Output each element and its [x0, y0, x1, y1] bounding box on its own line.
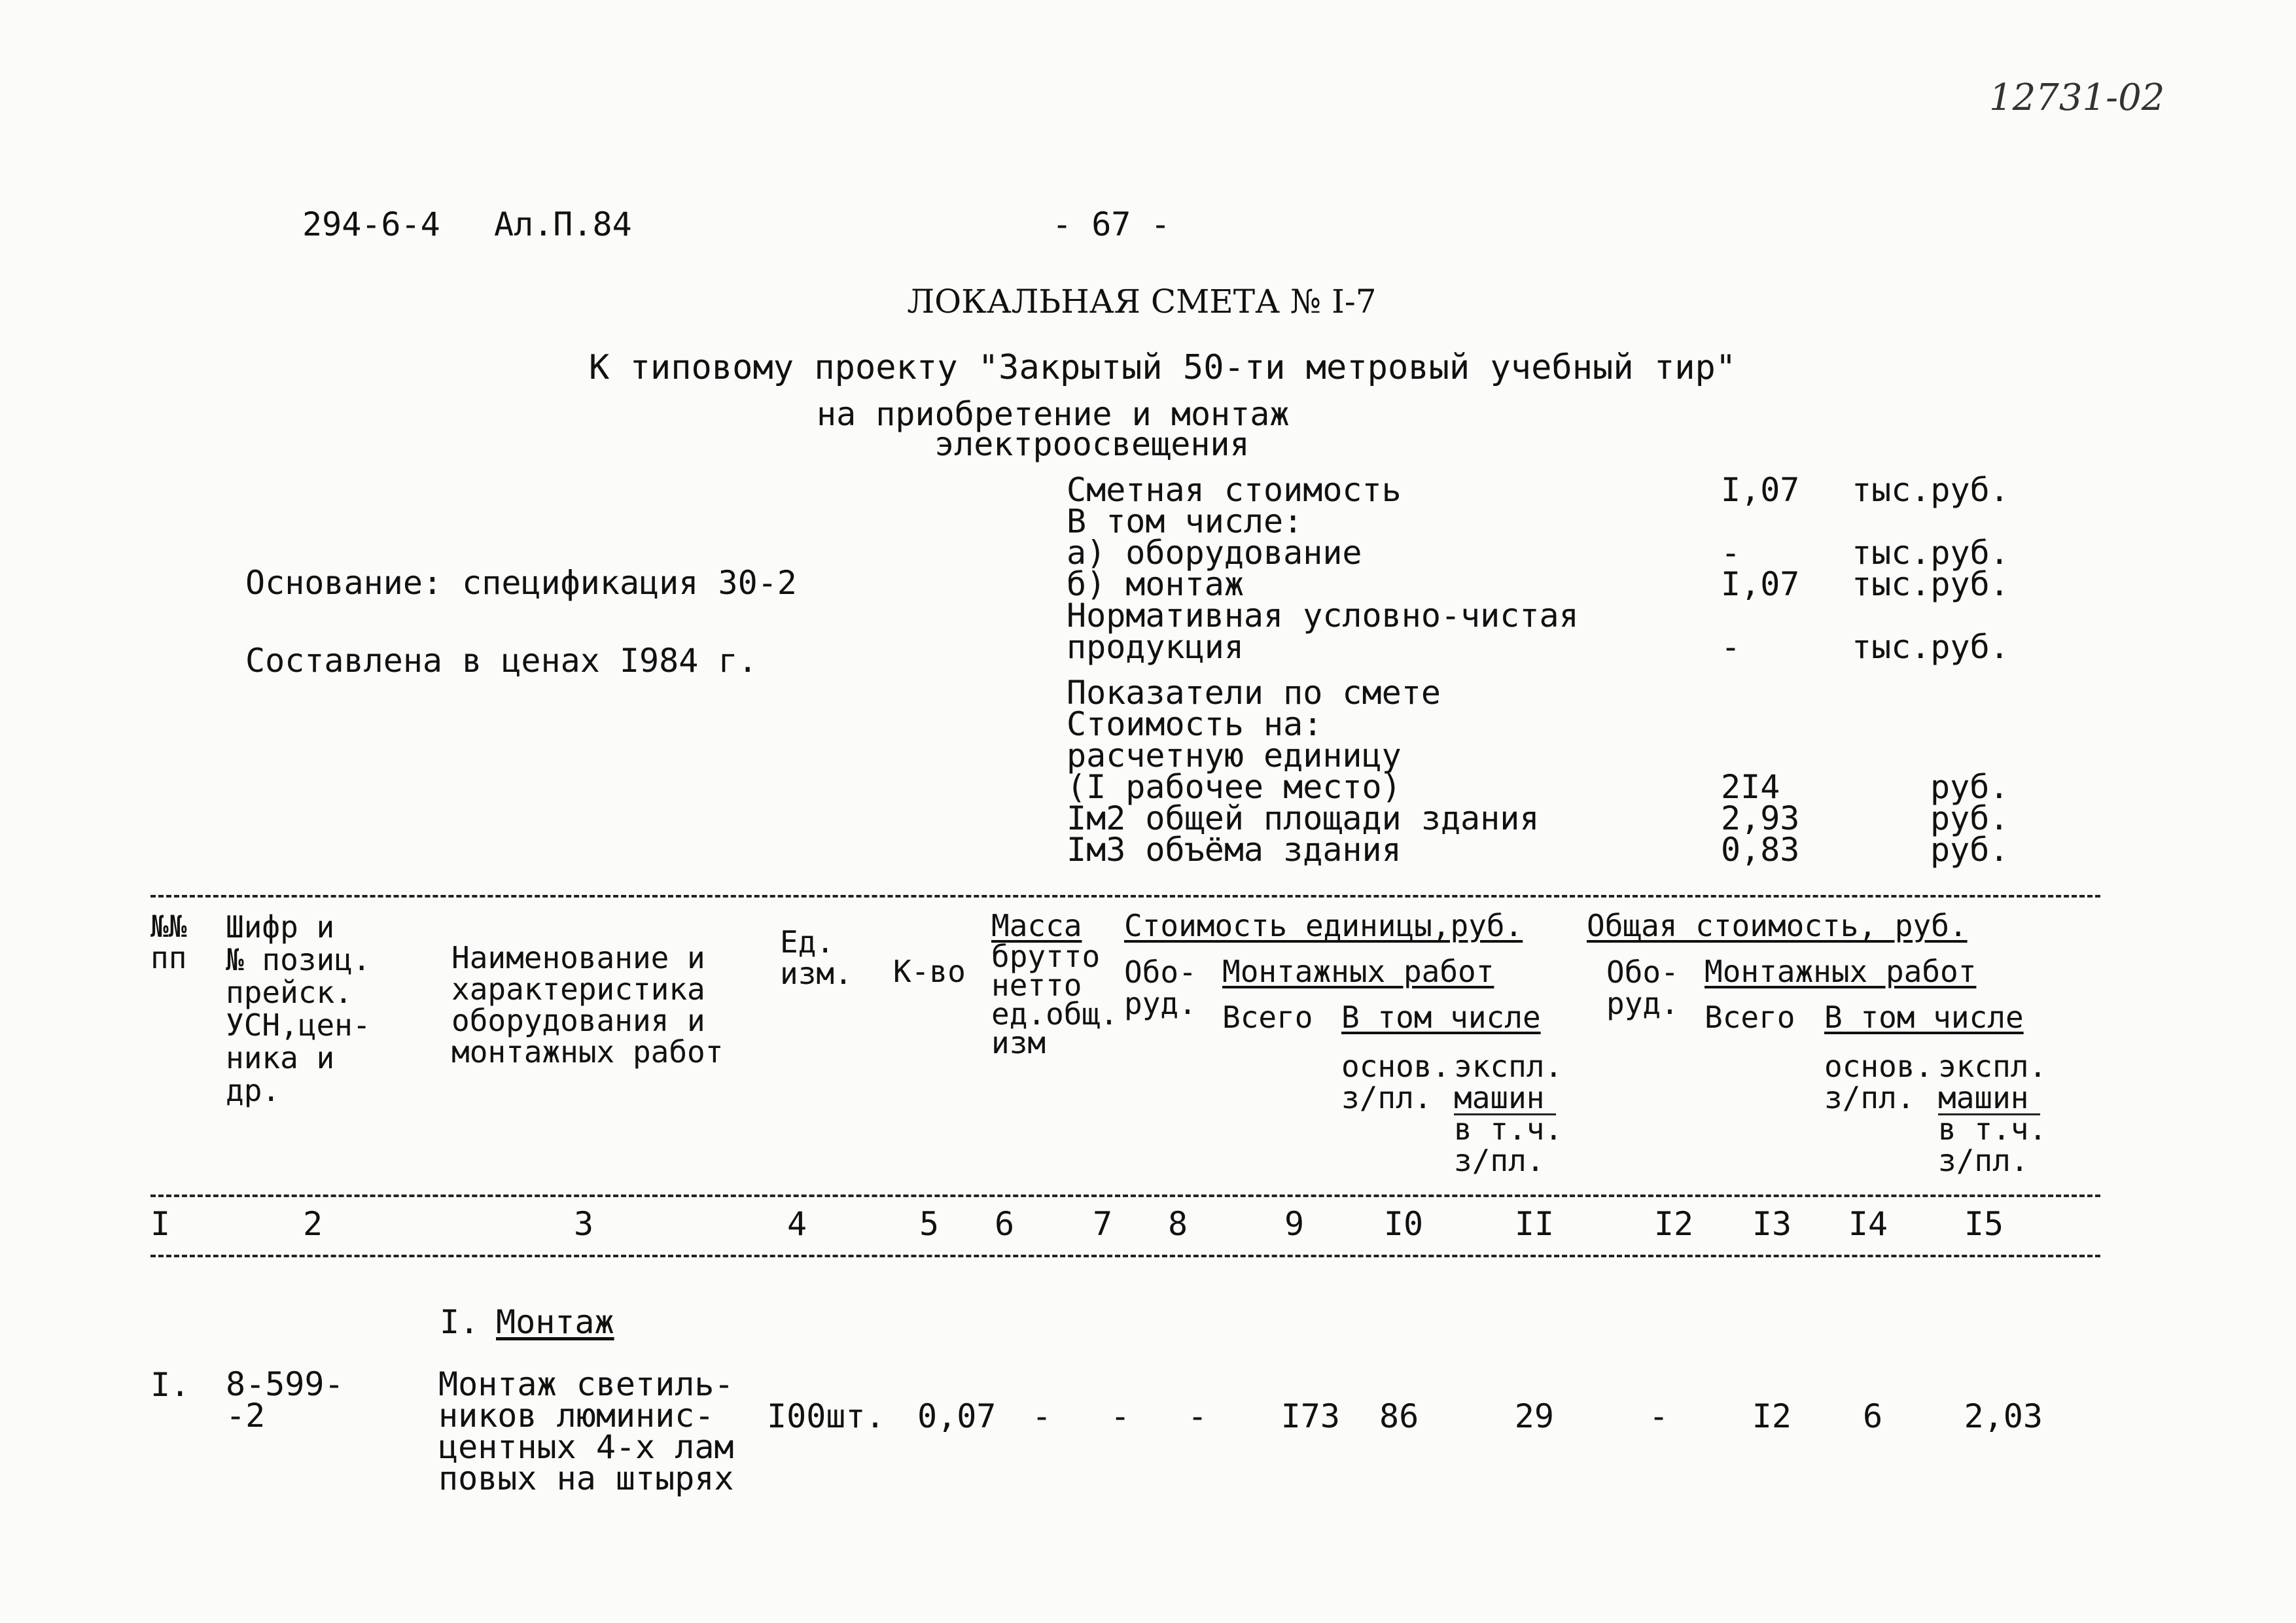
col-header-total-basic-wage: основ. з/пл.: [1824, 1049, 1934, 1115]
indicator-value: 2,93: [1721, 799, 1800, 837]
summary-value: -: [1721, 534, 1741, 572]
row-col-10: 86: [1379, 1397, 1419, 1435]
summary-label: б) монтаж: [1067, 565, 1244, 603]
column-number: I5: [1964, 1205, 2004, 1243]
column-number: I3: [1752, 1205, 1792, 1243]
row-col-12: -: [1648, 1397, 1669, 1435]
column-number: I2: [1653, 1205, 1694, 1243]
summary-value: I,07: [1721, 565, 1800, 603]
summary-row: [1067, 597, 2048, 635]
column-number: 3: [573, 1205, 594, 1243]
row-name: Монтаж светиль- ников люминис- центных 4-х лам повых на штырях: [438, 1365, 734, 1497]
summary-unit: тыс.руб.: [1852, 471, 2009, 509]
col-header-total-total: Всего: [1704, 1000, 1795, 1035]
column-number: 2: [302, 1205, 323, 1243]
archive-stamp-number: 12731-02: [1989, 77, 2165, 119]
summary-row: [1067, 534, 2048, 572]
row-col-7: -: [1110, 1397, 1131, 1435]
col-header-unit-basic-wage: основ. з/пл.: [1341, 1049, 1451, 1115]
section-number: I.: [440, 1303, 480, 1341]
album-number: Ал.П.84: [494, 205, 632, 243]
column-number: I: [150, 1205, 171, 1243]
row-col-9: I73: [1280, 1397, 1340, 1435]
indicator-label: (I рабочее место): [1067, 768, 1402, 806]
row-col-13: I2: [1752, 1397, 1792, 1435]
document-code: 294-6-4: [302, 205, 440, 243]
indicator-label: расчетную единицу: [1067, 737, 1402, 775]
indicator-label: Iм2 общей площади здания: [1067, 799, 1540, 837]
indicator-unit: руб.: [1930, 768, 2009, 806]
row-number: I.: [150, 1366, 190, 1404]
column-number: 5: [919, 1205, 940, 1243]
col-header-mass: Масса: [991, 908, 1082, 943]
col-header-name: Наименование и характеристика оборудования и монтажных работ: [451, 940, 724, 1070]
summary-label: продукция: [1067, 628, 1244, 666]
summary-unit: тыс.руб.: [1852, 565, 2009, 603]
indicator-row: [1067, 799, 2048, 837]
indicator-unit: руб.: [1930, 831, 2009, 869]
summary-unit: тыс.руб.: [1852, 534, 2009, 572]
col-header-code: Шифр и № позиц. прейск. УСН,цен- ника и др.: [226, 909, 371, 1108]
summary-row: [1067, 565, 2048, 603]
summary-row: [1067, 471, 2048, 509]
indicator-label: Стоимость на:: [1067, 705, 1323, 743]
column-number: I4: [1848, 1205, 1888, 1243]
row-col-15: 2,03: [1964, 1397, 2043, 1435]
row-col-6: -: [1031, 1397, 1052, 1435]
summary-value: -: [1721, 628, 1741, 666]
summary-label: Сметная стоимость: [1067, 471, 1402, 509]
table-top-rule: [150, 895, 2100, 898]
col-header-unit-machine: экспл. машин: [1454, 1049, 1563, 1115]
indicator-value: 0,83: [1721, 831, 1800, 869]
indicator-row: [1067, 674, 2048, 712]
basis-specification: Основание: спецификация 30-2: [245, 564, 797, 602]
column-number: 7: [1092, 1205, 1113, 1243]
col-header-unit-install: Монтажных работ: [1222, 954, 1494, 989]
indicator-label: Iм3 объёма здания: [1067, 831, 1402, 869]
col-header-number: №№ пп: [150, 909, 187, 975]
purpose-line-2: электроосвещения: [934, 425, 1250, 463]
page-number: - 67 -: [1052, 205, 1171, 243]
summary-row: [1067, 628, 2048, 676]
col-header-mass-sub: брутто нетто ед.общ. изм: [991, 939, 1118, 1060]
summary-label: а) оборудование: [1067, 534, 1362, 572]
row-code: 8-599- -2: [226, 1365, 344, 1435]
summary-row: [1067, 502, 2048, 540]
indicator-unit: руб.: [1930, 799, 2009, 837]
col-header-unit-total: Всего: [1222, 1000, 1313, 1035]
col-header-total-machine: экспл. машин: [1938, 1049, 2047, 1115]
estimate-title: ЛОКАЛЬНАЯ СМЕТА № I-7: [907, 283, 1377, 321]
col-header-total-cost: Общая стоимость, руб.: [1587, 908, 1968, 943]
col-header-total-equip: Обо- руд.: [1606, 954, 1679, 1021]
row-col-11: 29: [1514, 1397, 1554, 1435]
section-title: Монтаж: [496, 1303, 614, 1341]
column-number: I0: [1383, 1205, 1424, 1243]
column-number: 6: [994, 1205, 1015, 1243]
indicator-label: Показатели по смете: [1067, 674, 1441, 712]
row-unit: I00шт.: [767, 1397, 885, 1435]
col-header-unit: Ед. изм.: [780, 924, 853, 991]
row-col-8: -: [1187, 1397, 1208, 1435]
row-col-14: 6: [1862, 1397, 1883, 1435]
summary-value: I,07: [1721, 471, 1800, 509]
cost-summary: [1067, 471, 2048, 869]
row-quantity: 0,07: [917, 1397, 997, 1435]
project-title: К типовому проекту "Закрытый 50-ти метровый учебный тир": [589, 348, 1737, 387]
col-header-total-machine-wage: в т.ч. з/пл.: [1938, 1111, 2047, 1178]
column-number: 9: [1284, 1205, 1305, 1243]
table-header-rule: [150, 1195, 2100, 1197]
indicator-value: 2I4: [1721, 768, 1780, 806]
col-header-unit-cost: Стоимость единицы,руб.: [1124, 908, 1523, 943]
column-number: II: [1514, 1205, 1555, 1243]
column-numbers-rule: [150, 1255, 2100, 1257]
price-level: Составлена в ценах I984 г.: [245, 642, 758, 680]
purpose-line-1: на приобретение и монтаж: [817, 395, 1290, 433]
indicator-row: [1067, 768, 2048, 806]
col-header-unit-machine-wage: в т.ч. з/пл.: [1454, 1111, 1563, 1178]
col-header-unit-equip: Обо- руд.: [1124, 954, 1197, 1021]
summary-label: В том числе:: [1067, 502, 1303, 540]
col-header-total-incl: В том числе: [1824, 1000, 2024, 1035]
column-number: 8: [1167, 1205, 1188, 1243]
summary-unit: тыс.руб.: [1852, 628, 2009, 666]
col-header-total-install: Монтажных работ: [1704, 954, 1977, 989]
indicator-row: [1067, 831, 2048, 869]
column-number: 4: [786, 1205, 807, 1243]
col-header-unit-incl: В том числе: [1341, 1000, 1541, 1035]
indicator-row: [1067, 705, 2048, 743]
indicator-row: [1067, 737, 2048, 775]
summary-label: Нормативная условно-чистая: [1067, 597, 1579, 635]
col-header-quantity: К-во: [893, 954, 966, 989]
